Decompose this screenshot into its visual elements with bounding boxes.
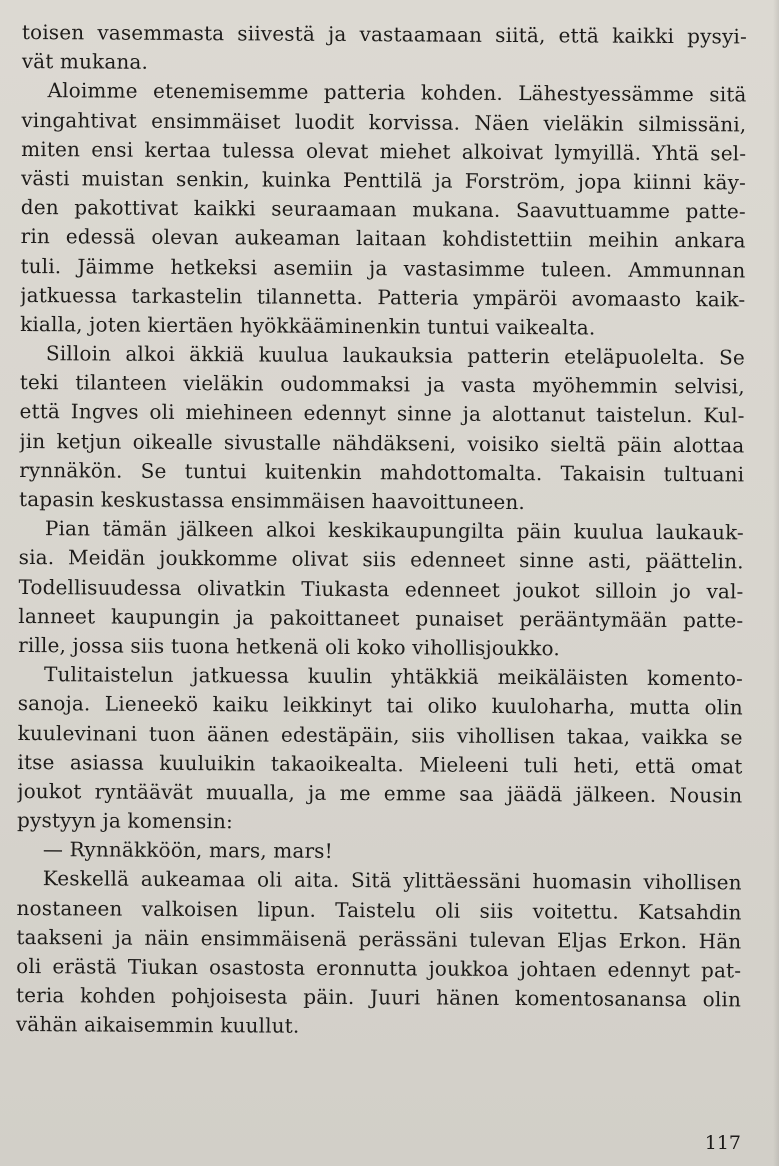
text-line: rin edessä olevan aukeaman laitaan kohdistettiin meihin ankara xyxy=(20,224,746,253)
text-line: västi muistan senkin, kuinka Penttilä ja Forström, jopa kiinni käy- xyxy=(20,165,747,195)
text-line: tapasin keskustassa ensimmäisen haavoittuneen. xyxy=(18,486,526,515)
text-line: oli erästä Tiukan osastosta eronnutta joukkoa johtaen edennyt pat- xyxy=(16,953,742,983)
text-line: rille, jossa siis tuona hetkenä oli koko vihollisjoukko. xyxy=(18,632,561,661)
page-number: 117 xyxy=(704,1132,741,1154)
text-line: vähän aikaisemmin kuullut. xyxy=(15,1012,300,1039)
text-line: sanoja. Lieneekö kaiku leikkinyt tai oliko kuuloharha, mutta olin xyxy=(17,691,743,720)
text-line: vingahtivat ensimmäiset luodit korvissa. Näen vieläkin silmissäni, xyxy=(21,107,747,136)
text-line: teki tilanteen vieläkin oudommaksi ja vasta myöhemmin selvisi, xyxy=(19,370,745,399)
text-line: jin ketjun oikealle sivustalle nähdäkseni, voisiko sieltä päin alottaa xyxy=(19,428,745,458)
text-line: teria kohden pohjoisesta päin. Juuri hänen komentosanansa olin xyxy=(15,983,742,1012)
page-edge-shadow xyxy=(773,0,779,1166)
text-line: Silloin alkoi äkkiä kuulua laukauksia patterin eteläpuolelta. Se xyxy=(45,341,746,370)
text-line: itse asiassa kuuluikin takaoikealta. Mieleeni tuli heti, että omat xyxy=(17,749,743,779)
text-line: Pian tämän jälkeen alkoi keskikaupungilta päin kuulua laukauk- xyxy=(44,516,744,545)
text-line: joukot ryntäävät muualla, ja me emme saa jäädä jälkeen. Nousin xyxy=(17,778,743,808)
text-line: sia. Meidän joukkomme olivat siis edenneet sinne asti, päättelin. xyxy=(18,545,744,574)
text-line: nostaneen valkoisen lipun. Taistelu oli siis voitettu. Katsahdin xyxy=(16,895,742,925)
text-line: den pakottivat kaikki seuraamaan mukana. Saavuttuamme patte- xyxy=(20,195,746,224)
text-line: jatkuessa tarkastelin tilannetta. Patteria ympäröi avomaasto kaik- xyxy=(20,282,746,312)
text-line: vät mukana. xyxy=(21,49,149,74)
text-line: rynnäkön. Se tuntui kuitenkin mahdottomalta. Takaisin tultuani xyxy=(19,457,745,487)
text-line: taakseni ja näin ensimmäisenä perässäni tulevan Eljas Erkon. Hän xyxy=(16,924,742,954)
text-line: lanneet kaupungin ja pakoittaneet punaiset perääntymään patte- xyxy=(18,603,744,633)
text-line: kuulevinani tuon äänen edestäpäin, siis vihollisen takaa, vaikka se xyxy=(17,720,743,749)
text-line: että Ingves oli miehineen edennyt sinne ja alottanut taistelun. Kul- xyxy=(19,399,745,428)
text-line: miten ensi kertaa tulessa olevat miehet alkoivat lymyillä. Yhtä sel- xyxy=(21,136,747,166)
text-line: toisen vasemmasta siivestä ja vastaamaan siitä, että kaikki pysyi- xyxy=(21,19,747,49)
text-line: Keskellä aukeamaa oli aita. Sitä ylittäessäni huomasin vihollisen xyxy=(42,866,742,895)
page-text xyxy=(16,18,747,1044)
text-line: tuli. Jäimme hetkeksi asemiin ja vastasimme tuleen. Ammunnan xyxy=(20,253,746,282)
text-line: pystyyn ja komensin: xyxy=(17,808,234,834)
text-line: Aloimme etenemisemme patteria kohden. Lähestyessämme sitä xyxy=(47,78,747,107)
text-line: Todellisuudessa olivatkin Tiukasta edenneet joukot silloin jo val- xyxy=(18,574,744,603)
text-line: Tulitaistelun jatkuessa kuulin yhtäkkiä meikäläisten komento- xyxy=(43,662,744,691)
text-line: — Rynnäkköön, mars, mars! xyxy=(42,837,333,864)
text-line: kialla, joten kiertäen hyökkääminenkin tuntui vaikealta. xyxy=(20,311,596,340)
